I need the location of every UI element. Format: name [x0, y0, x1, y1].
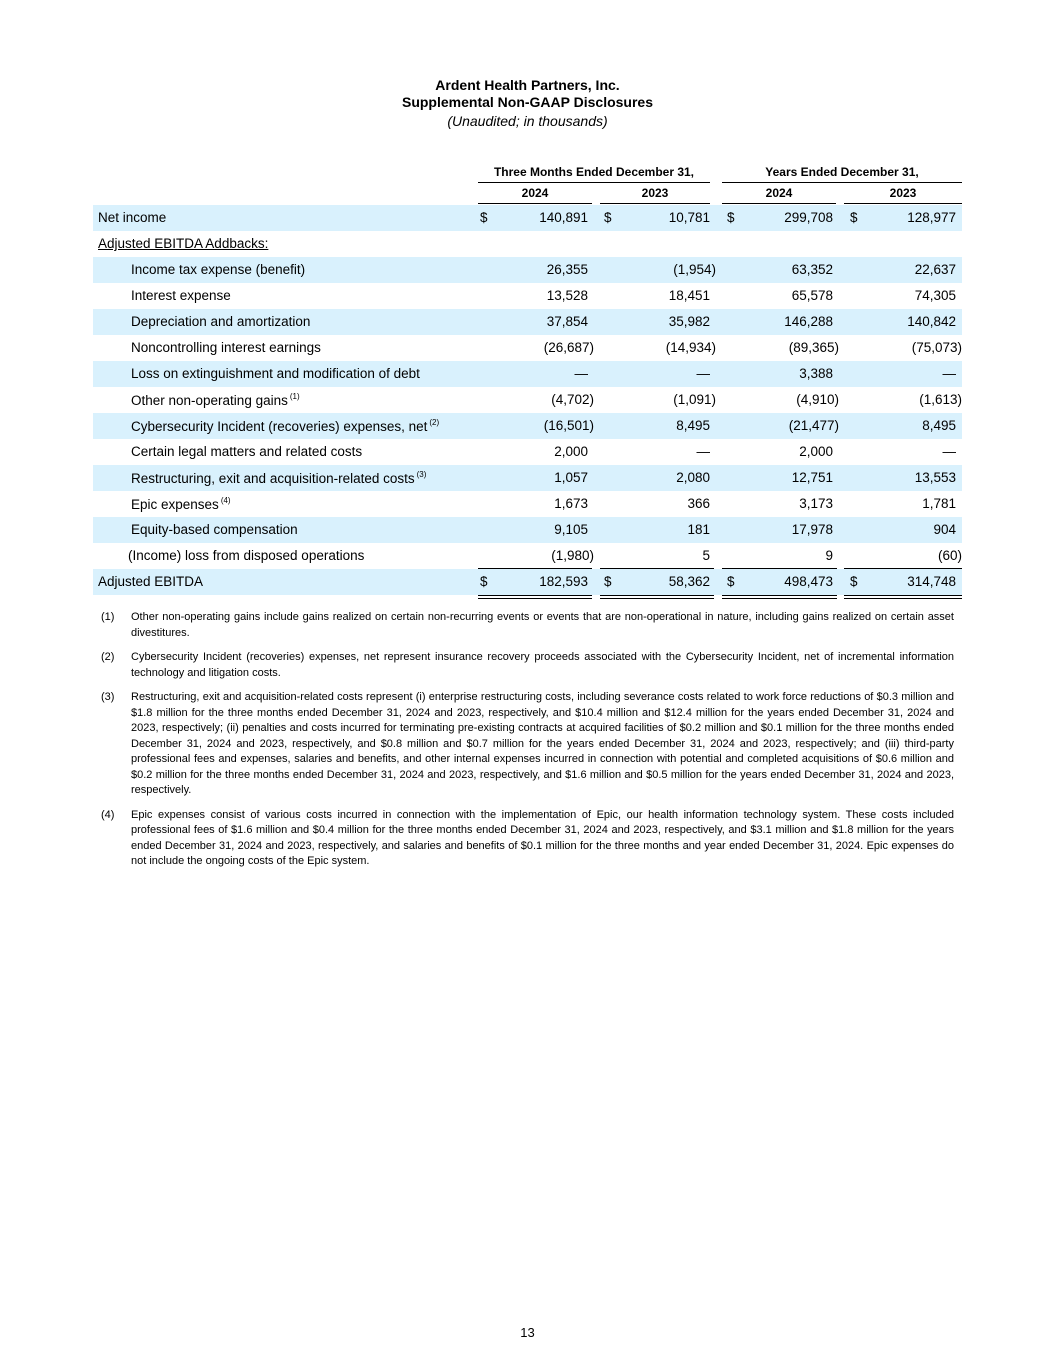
footnote [101, 808, 954, 870]
company-name: Ardent Health Partners, Inc. [435, 77, 620, 93]
row-label-text: Depreciation and amortization [131, 314, 311, 329]
row-label-text: Noncontrolling interest earnings [131, 340, 321, 355]
value-cell: (26,687) [543, 340, 594, 355]
footnote-text: Epic expenses consist of various costs incurred in connection with the implementation of Epic, our health information technology system. These costs included professional fees of $1.6 million and $0.4 million for the three months ended December 31, 2024 and 2023, respectively, and $3.1 million and $1.8 million for the years ended December 31, 2024 and 2023, respectively, and salaries and benefits of $0.1 million for the three months and year ended December 31, 2024. Epic expenses do not include the ongoing costs of the Epic system. [131, 808, 954, 867]
column-group-years: Years Ended December 31, [722, 165, 962, 183]
value-cell: 18,451 [668, 288, 710, 303]
value-cell: (60) [937, 548, 962, 563]
value-cell: 146,288 [784, 314, 833, 329]
currency-symbol: $ [727, 210, 735, 225]
value-cell: 299,708 [784, 210, 833, 225]
row-label [131, 444, 362, 459]
table-row [93, 491, 962, 517]
value-cell: 128,977 [907, 210, 956, 225]
total-double-rule [478, 595, 592, 599]
table-row [93, 543, 962, 569]
table-row [93, 439, 962, 465]
row-label-text: Other non-operating gains [131, 393, 288, 408]
value-cell: 65,578 [791, 288, 833, 303]
value-cell: 5 [702, 548, 710, 563]
value-cell: — [696, 444, 710, 459]
row-label [131, 340, 321, 355]
row-label-text: Equity-based compensation [131, 522, 298, 537]
column-year-y-2024: 2024 [722, 186, 836, 204]
footnote-number: (2) [101, 651, 115, 663]
table-row [93, 335, 962, 361]
row-label [131, 314, 310, 329]
value-cell: — [942, 444, 956, 459]
value-cell: 314,748 [907, 574, 956, 589]
value-cell: 140,891 [539, 210, 588, 225]
table-row [93, 257, 962, 283]
table-row [93, 205, 962, 231]
value-cell: 8,495 [922, 418, 956, 433]
value-cell: 366 [687, 496, 710, 511]
value-cell: 3,173 [799, 496, 833, 511]
table-row [93, 361, 962, 387]
footnote-text: Cybersecurity Incident (recoveries) expenses, net represent insurance recovery proceeds associated with the Cybersecurity Incident, net of incremental information technology and litigation costs. [131, 651, 954, 679]
value-cell: (4,910) [796, 392, 839, 407]
row-label-text: Adjusted EBITDA Addbacks: [98, 236, 269, 251]
value-cell: 35,982 [668, 314, 710, 329]
value-cell: (16,501) [543, 418, 594, 433]
value-cell: 37,854 [546, 314, 588, 329]
total-double-rule [722, 595, 837, 599]
row-label-text: Interest expense [131, 288, 231, 303]
value-cell: 182,593 [539, 574, 588, 589]
row-label [128, 548, 364, 563]
row-label [131, 366, 420, 381]
footnotes [101, 610, 954, 879]
value-cell: 3,388 [799, 366, 833, 381]
total-double-rule [844, 595, 962, 599]
footnote-text: Restructuring, exit and acquisition-related costs represent (i) enterprise restructuring costs, including severance costs related to work force reductions of $0.3 million and $1.8 million for the three months ended December 31, 2024 and 2023, respectively, and $10.4 million and $12.4 million for the years ended December 31, 2024 and 2023, respectively; (ii) penalties and costs incurred for terminating pre-existing contracts at acquired facilities of $0.2 million and $0.1 million for the three months ended December 31, 2024 and 2023, respectively, and $0.8 million and $0.7 million for the years ended December 31, 2024 and 2023, respectively; and (iii) third-party professional fees and expenses, salaries and benefits, and other internal expenses incurred in connection with potential and completed acquisitions of $0.6 million and $0.2 million for the three months ended December 31, 2024 and 2023, respectively, and $1.6 million and $0.5 million for the years ended December 31, 2024 and 2023, respectively. [131, 691, 954, 796]
row-label-text: Income tax expense (benefit) [131, 262, 306, 277]
value-cell: 13,528 [546, 288, 588, 303]
row-label [131, 262, 305, 277]
table-row [93, 465, 962, 491]
row-label [98, 574, 203, 589]
column-year-q-2023: 2023 [600, 186, 710, 204]
footnote-number: (4) [101, 808, 115, 821]
value-cell: 1,781 [922, 496, 956, 511]
footnote [101, 610, 954, 641]
value-cell: 1,673 [554, 496, 588, 511]
row-label-text: Net income [98, 210, 167, 225]
table-row [93, 517, 962, 543]
value-cell: 9 [825, 548, 833, 563]
value-cell: 181 [687, 522, 710, 537]
value-cell: (89,365) [788, 340, 839, 355]
value-cell: 9,105 [554, 522, 588, 537]
row-label [131, 470, 426, 486]
row-label-text: Epic expenses [131, 497, 219, 512]
document-header [0, 77, 1055, 131]
row-label [131, 392, 300, 408]
value-cell: — [942, 366, 956, 381]
row-label-text: Certain legal matters and related costs [131, 444, 363, 459]
footnote [101, 650, 954, 681]
currency-symbol: $ [480, 574, 488, 589]
footnote-text: Other non-operating gains include gains realized on certain non-recurring events or events that are non-operational in nature, including gains realized on certain asset divestitures. [131, 611, 954, 639]
report-note: (Unaudited; in thousands) [447, 113, 608, 129]
row-label [131, 418, 439, 434]
value-cell: 58,362 [668, 574, 710, 589]
value-cell: (4,702) [551, 392, 594, 407]
footnote-number: (1) [101, 611, 115, 623]
row-label [98, 236, 268, 251]
row-label [131, 522, 298, 537]
report-subtitle: Supplemental Non-GAAP Disclosures [401, 94, 653, 110]
currency-symbol: $ [604, 210, 612, 225]
value-cell: 498,473 [784, 574, 833, 589]
value-cell: (1,954) [673, 262, 716, 277]
page-number: 13 [520, 1325, 535, 1340]
column-year-q-2024: 2024 [478, 186, 592, 204]
currency-symbol: $ [850, 210, 858, 225]
row-label [131, 288, 231, 303]
footnote-ref: (1) [289, 392, 300, 401]
value-cell: (1,091) [673, 392, 716, 407]
value-cell: — [574, 366, 588, 381]
row-label-text: Restructuring, exit and acquisition-related costs [131, 471, 415, 486]
value-cell: 8,495 [676, 418, 710, 433]
value-cell: (14,934) [665, 340, 716, 355]
table-row [93, 231, 962, 257]
table-row [93, 413, 962, 439]
currency-symbol: $ [850, 574, 858, 589]
value-cell: 904 [933, 522, 956, 537]
column-year-y-2023: 2023 [844, 186, 962, 204]
table-row [93, 387, 962, 413]
value-cell: 140,842 [907, 314, 956, 329]
value-cell: — [696, 366, 710, 381]
value-cell: 1,057 [554, 470, 588, 485]
value-cell: 2,000 [554, 444, 588, 459]
value-cell: (1,613) [919, 392, 962, 407]
value-cell: 26,355 [546, 262, 588, 277]
value-cell: (1,980) [551, 548, 594, 563]
non-gaap-table [93, 205, 962, 595]
row-label-text: Cybersecurity Incident (recoveries) expenses, net [131, 419, 428, 434]
footnote [101, 690, 954, 799]
footnote-ref: (4) [220, 496, 231, 505]
table-row [93, 569, 962, 595]
currency-symbol: $ [604, 574, 612, 589]
row-label-text: Loss on extinguishment and modification of debt [131, 366, 420, 381]
currency-symbol: $ [727, 574, 735, 589]
value-cell: 2,080 [676, 470, 710, 485]
value-cell: 13,553 [914, 470, 956, 485]
footnote-ref: (2) [429, 418, 440, 427]
value-cell: 10,781 [668, 210, 710, 225]
column-group-three-months: Three Months Ended December 31, [478, 165, 710, 183]
footnote-ref: (3) [416, 470, 427, 479]
row-label-text: (Income) loss from disposed operations [128, 548, 365, 563]
row-label [98, 210, 166, 225]
value-cell: (21,477) [788, 418, 839, 433]
value-cell: 2,000 [799, 444, 833, 459]
currency-symbol: $ [480, 210, 488, 225]
table-row [93, 309, 962, 335]
total-double-rule [600, 595, 714, 599]
row-label [131, 496, 231, 512]
row-label-text: Adjusted EBITDA [98, 574, 204, 589]
footnote-number: (3) [101, 691, 115, 703]
value-cell: 74,305 [914, 288, 956, 303]
value-cell: 12,751 [791, 470, 833, 485]
value-cell: 22,637 [914, 262, 956, 277]
table-row [93, 283, 962, 309]
value-cell: (75,073) [911, 340, 962, 355]
value-cell: 63,352 [791, 262, 833, 277]
value-cell: 17,978 [791, 522, 833, 537]
